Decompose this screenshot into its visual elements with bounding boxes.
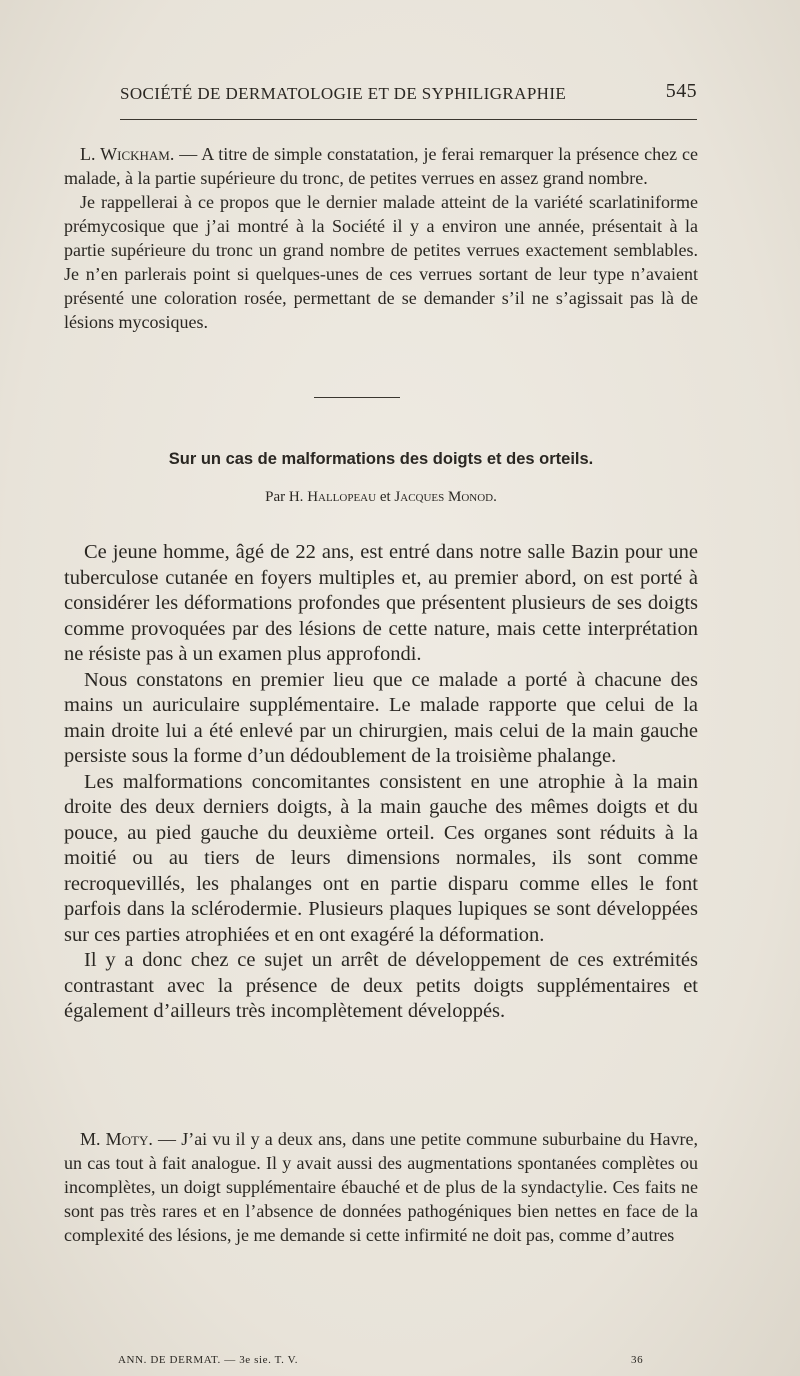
- speaker-wickham: L. Wickham.: [80, 144, 175, 164]
- speaker-moty: M. Moty.: [80, 1129, 153, 1149]
- wickham-paragraph-1: [64, 142, 698, 190]
- moty-paragraph-text: — J’ai vu il y a deux ans, dans une petite commune suburbaine du Havre, un cas tout à fait analogue. Il y avait aussi des augmentations spontanées complètes ou incomplètes, un doigt supplémentaire ébauché et de plus de la syndactylie. Ces faits ne sont pas très rares et en l’absence de données pathogéniques bien nettes en face de la complexité des lésions, je me demande si cette infirmité ne doit pas, comme d’autres: [64, 1129, 699, 1245]
- article-paragraph-3: Les malformations concomitantes consistent en une atrophie à la main droite des deux derniers doigts, à la main gauche des mêmes doigts et du pouce, au pied gauche du deuxième orteil. Ces organes sont réduits à la moitié ou au tiers de leurs dimensions normales, ils sont comme recroquevillés, les phalanges ont en partie disparu comme elles le font parfois dans la sclérodermie. Plusieurs plaques lupiques se sont développées sur ces parties atrophiées et en ont exagéré la déformation.: [64, 770, 698, 946]
- byline-prefix: Par H.: [265, 489, 308, 505]
- footer-signature: ANN. DE DERMAT. — 3e sie. T. V.: [118, 1354, 299, 1366]
- author-monod: Jacques Monod.: [394, 489, 497, 505]
- section-divider: [314, 397, 400, 398]
- article-paragraph-1: Ce jeune homme, âgé de 22 ans, est entré dans notre salle Bazin pour une tuberculose cutanée en foyers multiples et, au premier abord, on est porté à considérer les déformations profondes que présentent plusieurs de ses doigts comme provoquées par des lésions de cette nature, mais cette interprétation ne résiste pas à un examen plus approfondi.: [64, 541, 698, 665]
- article-body: [64, 540, 698, 1025]
- article-paragraph-4: Il y a donc chez ce sujet un arrêt de développement de ces extrémités contrastant avec la présence de deux petits doigts supplémentaires et également d’ailleurs très incomplètement développés.: [64, 949, 698, 1022]
- page-number: 545: [665, 80, 697, 102]
- article-byline: [64, 489, 698, 506]
- header-rule: [120, 119, 697, 120]
- running-header-title: SOCIÉTÉ DE DERMATOLOGIE ET DE SYPHILIGRAPHIE: [120, 84, 567, 103]
- author-hallopeau: Hallopeau: [307, 489, 377, 505]
- footer-sheet-number: 36: [631, 1354, 644, 1366]
- byline-and: et: [376, 489, 395, 505]
- wickham-paragraph-1-text: — A titre de simple constatation, je ferai remarquer la présence chez ce malade, à la partie supérieure du tronc, de petites verrues en assez grand nombre.: [64, 144, 698, 188]
- wickham-remarks: [64, 142, 698, 334]
- moty-remarks: [64, 1127, 698, 1247]
- article-title: Sur un cas de malformations des doigts et des orteils.: [168, 450, 594, 468]
- moty-paragraph: [64, 1127, 698, 1247]
- article-paragraph-2: Nous constatons en premier lieu que ce malade a porté à chacune des mains un auriculaire supplémentaire. Le malade rapporte que celui de la main droite lui a été enlevé par un chirurgien, mais celui de la main gauche persiste sous la forme d’un dédoublement de la troisième phalange.: [64, 668, 698, 767]
- wickham-paragraph-2: Je rappellerai à ce propos que le dernier malade atteint de la variété scarlatiniforme prémycosique que j’ai montré à la Société il y a environ une année, présentait à la partie supérieure du tronc un grand nombre de petites verrues exactement semblables. Je n’en parlerais point si quelques-unes de ces verrues sortant de leur type n’avaient présenté une coloration rosée, permettant de se demander s’il ne s’agissait pas là de lésions mycosiques.: [64, 192, 698, 332]
